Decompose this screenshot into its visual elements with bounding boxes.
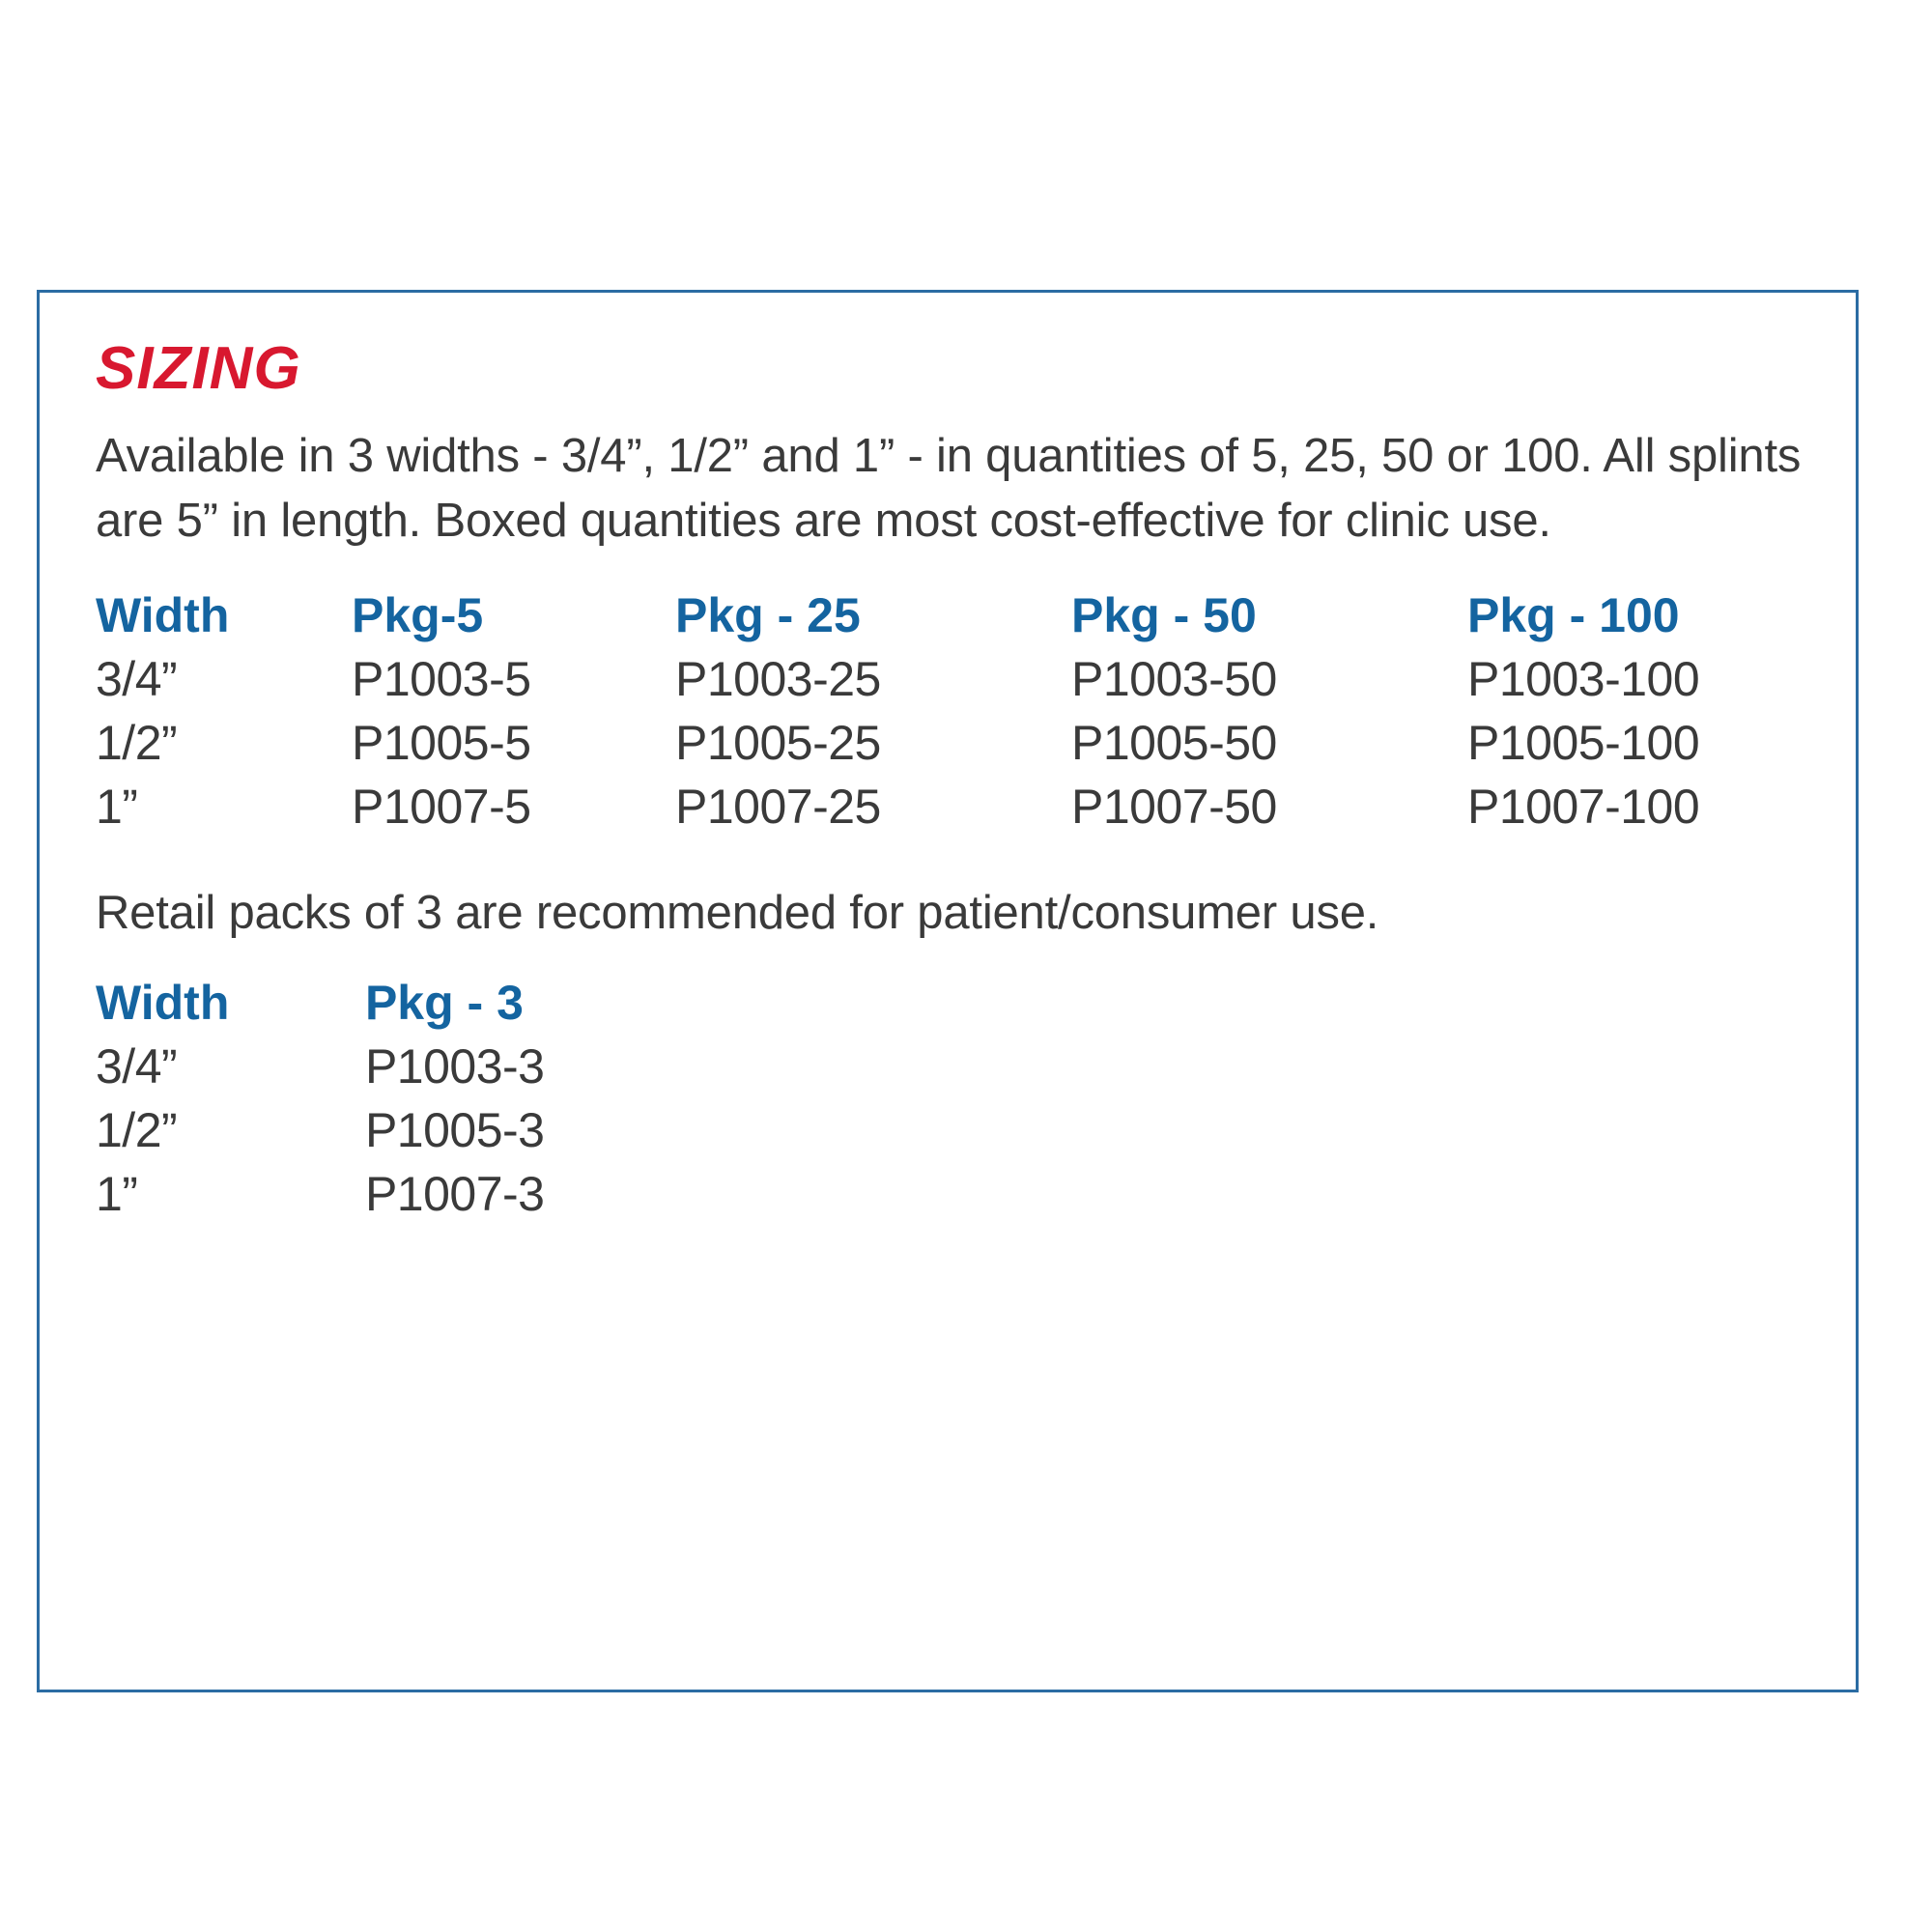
column-header-width: Width [96, 588, 230, 643]
cell-pkg-3: P1007-3 [364, 1166, 545, 1221]
table-row [96, 711, 1834, 775]
column-header-pkg-25: Pkg - 25 [675, 588, 861, 643]
table-row [96, 1035, 772, 1098]
cell-pkg-50: P1003-50 [1071, 652, 1277, 707]
cell-pkg-100: P1005-100 [1467, 716, 1700, 771]
cell-width: 1” [96, 1166, 138, 1221]
cell-pkg-3: P1005-3 [364, 1102, 545, 1157]
sizing-card-content [40, 293, 1856, 1226]
column-header-pkg-50: Pkg - 50 [1071, 588, 1257, 643]
cell-pkg-5: P1003-5 [352, 652, 531, 707]
cell-pkg-25: P1005-25 [675, 716, 881, 771]
page-title: SIZING [96, 335, 301, 402]
cell-width: 1” [96, 780, 138, 835]
table-row [96, 775, 1834, 838]
table-row [96, 647, 1834, 711]
column-header-pkg-100: Pkg - 100 [1467, 588, 1680, 643]
cell-pkg-100: P1003-100 [1467, 652, 1700, 707]
cell-pkg-50: P1007-50 [1071, 780, 1277, 835]
bulk-sku-table [96, 587, 1834, 838]
cell-pkg-100: P1007-100 [1467, 780, 1700, 835]
table-row [96, 1098, 772, 1162]
table-header-row [96, 587, 1834, 647]
intro-paragraph: Available in 3 widths - 3/4”, 1/2” and 1” - in quantities of 5, 25, 50 or 100. All splints are 5” in length. Boxed quantities are most cost-effective for clinic use. [96, 430, 1802, 547]
column-header-width: Width [96, 975, 230, 1030]
cell-pkg-25: P1003-25 [675, 652, 881, 707]
sizing-card [37, 290, 1859, 1692]
cell-pkg-5: P1007-5 [352, 780, 531, 835]
cell-pkg-3: P1003-3 [364, 1038, 545, 1094]
cell-pkg-25: P1007-25 [675, 780, 881, 835]
cell-width: 1/2” [96, 716, 178, 771]
table-header-row [96, 975, 772, 1035]
cell-width: 3/4” [96, 1038, 178, 1094]
retail-note-paragraph: Retail packs of 3 are recommended for patient/consumer use. [96, 887, 1379, 940]
cell-width: 3/4” [96, 652, 178, 707]
retail-sku-table [96, 975, 772, 1226]
column-header-pkg-3: Pkg - 3 [364, 975, 524, 1030]
cell-width: 1/2” [96, 1102, 178, 1157]
cell-pkg-5: P1005-5 [352, 716, 531, 771]
table-row [96, 1162, 772, 1226]
cell-pkg-50: P1005-50 [1071, 716, 1277, 771]
column-header-pkg-5: Pkg-5 [352, 588, 484, 643]
